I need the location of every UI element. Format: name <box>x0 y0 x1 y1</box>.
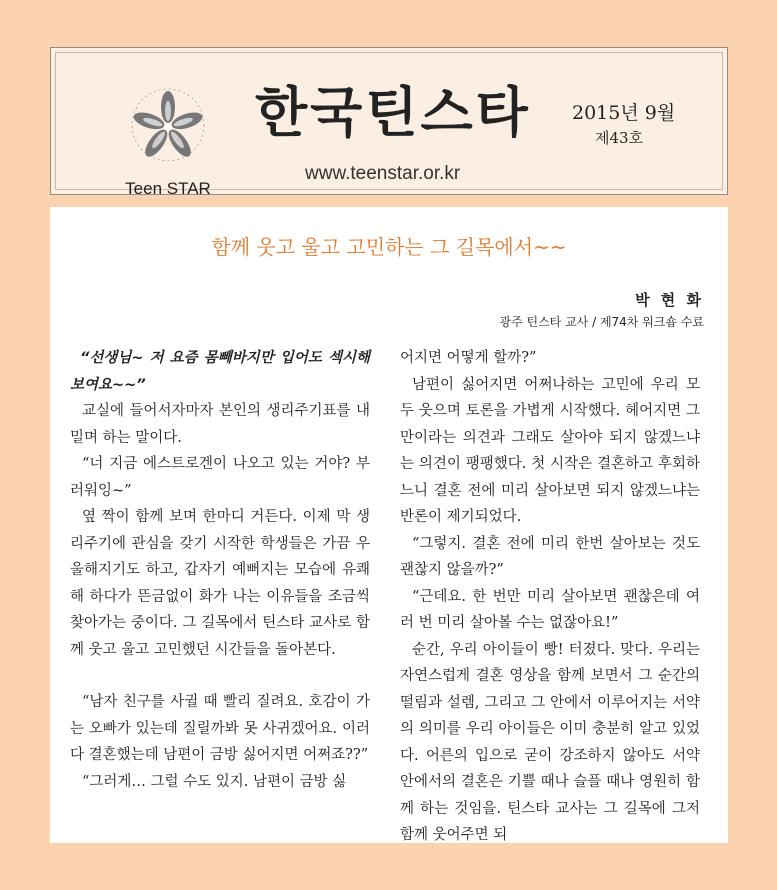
newsletter-title: 한국틴스타 <box>255 81 531 144</box>
article-paragraph: 교실에 들어서자마자 본인의 생리주기표를 내밀며 하는 말이다. <box>70 403 370 446</box>
article-paragraph: “그러게… 그럴 수도 있지. 남편이 금방 싫 <box>82 773 347 790</box>
article-paragraph: “선생님~ 저 요즘 몸빼바지만 입어도 섹시해 보여요~~” <box>70 350 370 393</box>
article-right-column <box>400 345 700 849</box>
article-left-column <box>70 345 370 795</box>
article-page <box>50 207 728 843</box>
issue-date: 2015년 9월 <box>572 102 676 124</box>
logo-text: Teen STAR <box>125 179 211 198</box>
article-paragraph: “근데요. 한 번만 미리 살아보면 괜찮은데 여러 번 미리 살아볼 수는 없잖아요!” <box>400 588 700 631</box>
author-affiliation: 광주 틴스타 교사 / 제74차 워크숍 수료 <box>499 315 704 329</box>
star-flower-icon <box>118 75 218 175</box>
article-paragraph: 옆 짝이 함께 보며 한마디 거든다. 이제 막 생리주기에 관심을 갖기 시작한 학생들은 가끔 우울해지기도 하고, 갑자기 예뻐지는 모습에 유쾌해 하다가 뜬금없이 화가 나는 이유들을 조금씩 찾아가는 중이다. 그 길목에서 틴스타 교사로 함께 웃고 울고 고민했던 시간들을 돌아본다. <box>70 509 370 658</box>
issue-number: 제43호 <box>595 129 644 147</box>
article-paragraph: 순간, 우리 아이들이 빵! 터졌다. 맞다. 우리는 자연스럽게 결혼 영상을 함께 보면서 그 순간의 떨림과 설렘, 그리고 그 안에서 이루어지는 서약의 의미를 우리 아이들은 이미 충분히 알고 있었다. 어른의 입으로 굳이 강조하지 않아도 서약 안에서의 결혼은 기쁠 때나 슬플 때나 영원히 함께 하는 것임을. 틴스타 교사는 그 길목에 그저 함께 웃어주면 되 <box>400 641 700 843</box>
author-name: 박 현 화 <box>635 291 704 309</box>
article-headline: 함께 웃고 울고 고민하는 그 길목에서~~ <box>211 235 567 259</box>
article-paragraph: 어지면 어떻게 할까?” <box>400 350 537 366</box>
article-paragraph: “남자 친구를 사귈 때 빨리 질려요. 호감이 가는 오빠가 있는데 질릴까봐 못 사귀겠어요. 이러다 결혼했는데 남편이 금방 싫어지면 어쩌죠??” <box>70 694 370 763</box>
article-paragraph: “그렇지. 결혼 전에 미리 한번 살아보는 것도 괜찮지 않을까?” <box>400 535 700 578</box>
article-paragraph: 남편이 싫어지면 어쩌나하는 고민에 우리 모두 웃으며 토론을 가볍게 시작했다. 헤어지면 그만이라는 의견과 그래도 살아야 되지 않겠느냐는 의견이 팽팽했다. 첫 시작은 결혼하고 후회하느니 결혼 전에 미리 살아보면 되지 않겠느냐는 반론이 제기되었다. <box>400 376 700 525</box>
article-paragraph: “너 지금 에스트로겐이 나오고 있는 거야? 부러워잉~” <box>70 456 370 499</box>
teenstar-logo <box>118 75 218 205</box>
website-link[interactable]: www.teenstar.or.kr <box>305 163 461 184</box>
